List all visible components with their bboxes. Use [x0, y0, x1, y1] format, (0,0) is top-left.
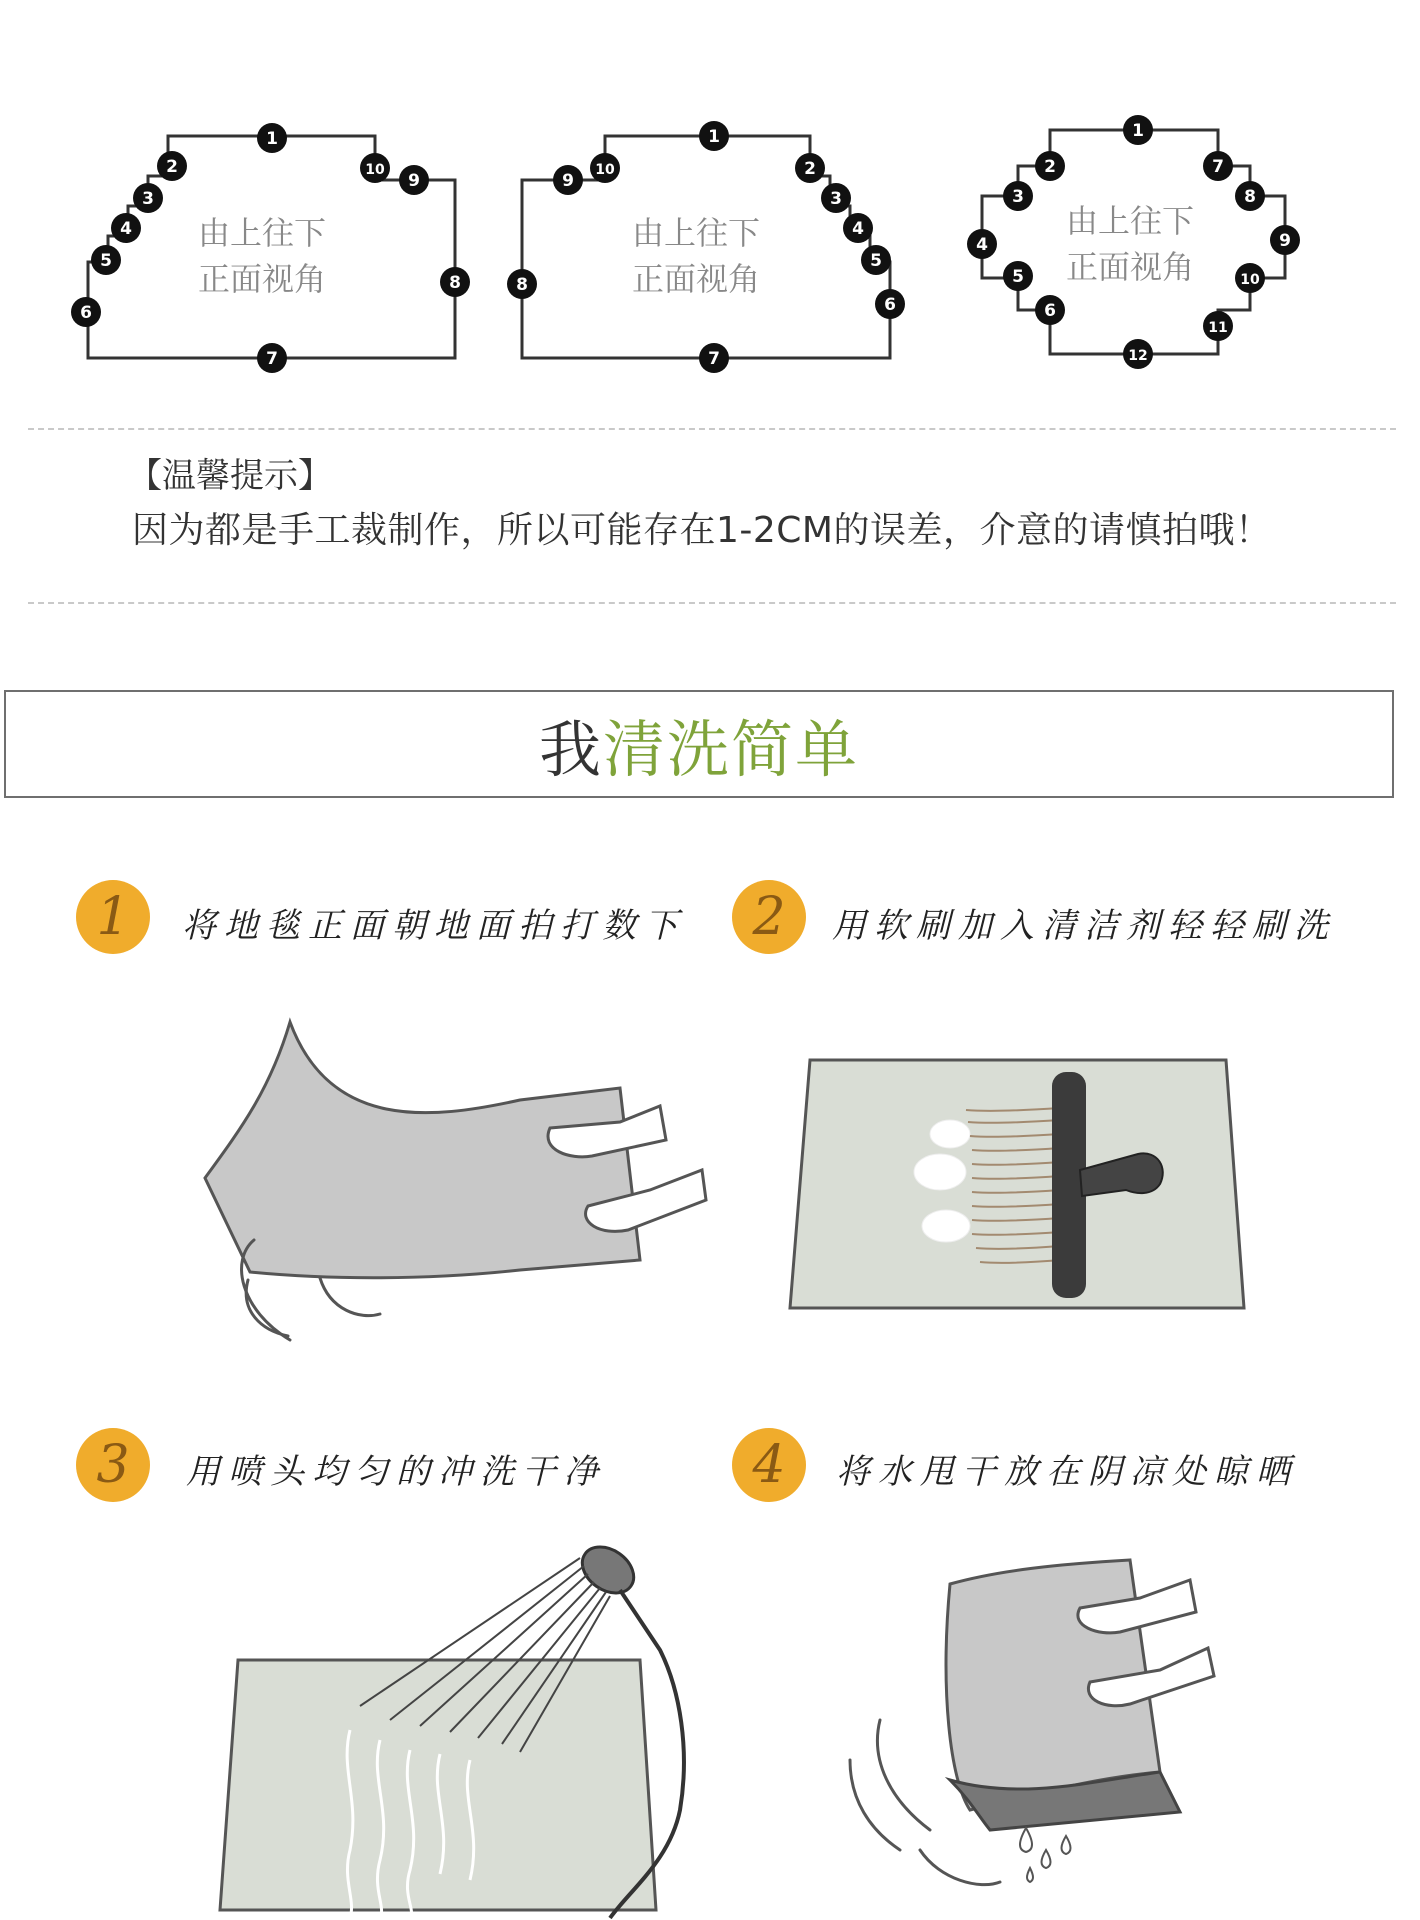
illustration-dry-rug	[830, 1550, 1270, 1910]
banner-highlight: 清洗简单	[603, 712, 860, 786]
diagram-2-marker-label: 9	[562, 171, 574, 191]
diagram-2-marker-label: 1	[708, 127, 720, 147]
diagram-3-marker-label: 7	[1212, 157, 1224, 177]
tip-title: 【温馨提示】	[128, 456, 332, 496]
rug-shape	[790, 1060, 1244, 1308]
step-4-number: 4	[752, 1435, 786, 1495]
diagram-1-marker-label: 1	[266, 129, 278, 149]
section-banner	[4, 690, 1394, 798]
illustration-shower-rinse	[210, 1530, 710, 1920]
diagram-3-marker-label: 3	[1012, 187, 1024, 207]
diagram-3-marker-label: 10	[1240, 272, 1260, 288]
diagram-2-marker-label: 4	[852, 219, 864, 239]
diagram-3-marker-label: 5	[1012, 267, 1024, 287]
diagram-2-marker-label: 8	[516, 275, 528, 295]
diagram-3-marker-label: 2	[1044, 157, 1056, 177]
diagram-1-label-line1: 由上往下	[198, 214, 327, 252]
diagram-3-label-line2: 正面视角	[1066, 248, 1195, 286]
step-2-badge	[732, 880, 806, 954]
diagram-3-marker-label: 9	[1279, 231, 1291, 251]
diagram-1-marker-label: 10	[365, 162, 385, 178]
diagram-2-marker-label: 3	[830, 189, 842, 209]
diagram-1-marker-label: 6	[80, 303, 92, 323]
step-3-number: 3	[96, 1435, 130, 1495]
step-1-text: 将地毯正面朝地面拍打数下	[182, 906, 686, 946]
diagram-1-marker-label: 7	[266, 349, 278, 369]
diagram-3-label	[1066, 198, 1194, 290]
diagram-1-label-line2: 正面视角	[198, 260, 327, 298]
diagram-2-label-line1: 由上往下	[632, 214, 761, 252]
diagram-3-marker-label: 1	[1132, 121, 1144, 141]
step-2-text: 用软刷加入清洁剂轻轻刷洗	[832, 906, 1336, 946]
diagram-1-marker-label: 3	[142, 189, 154, 209]
step-4-text: 将水甩干放在阴凉处晾晒	[836, 1452, 1298, 1492]
tip-text: 因为都是手工裁制作，所以可能存在1-2CM的误差，介意的请慎拍哦！	[132, 510, 1272, 551]
diagram-2-marker-label: 5	[870, 251, 882, 271]
divider-top	[28, 428, 1396, 430]
water-drops	[1020, 1828, 1071, 1882]
diagram-1-marker-label: 5	[100, 251, 112, 271]
diagram-2-marker-label: 6	[884, 295, 896, 315]
illustration-shake-rug	[190, 1010, 730, 1350]
diagram-3-marker-label: 8	[1244, 187, 1256, 207]
step-1-badge	[76, 880, 150, 954]
diagram-2-marker-label: 10	[595, 162, 615, 178]
step-4-badge	[732, 1428, 806, 1502]
banner-prefix: 我	[538, 712, 603, 786]
diagram-1-label	[198, 210, 326, 302]
diagram-3-marker-label: 11	[1208, 320, 1228, 336]
illustration-brush-rug	[780, 1050, 1260, 1320]
step-3-text: 用喷头均匀的冲洗干净	[186, 1452, 606, 1492]
diagram-1-marker-label: 9	[408, 171, 420, 191]
diagram-1-marker-label: 2	[166, 157, 178, 177]
diagram-2-marker-label: 2	[804, 159, 816, 179]
divider-bottom	[28, 602, 1396, 604]
diagram-2-marker-label: 7	[708, 349, 720, 369]
step-2-number: 2	[752, 887, 786, 947]
diagram-1-marker-label: 4	[120, 219, 132, 239]
diagram-2-label-line2: 正面视角	[632, 260, 761, 298]
diagram-2-label	[632, 210, 760, 302]
step-1-number: 1	[96, 887, 130, 947]
diagram-3-label-line1: 由上往下	[1066, 202, 1195, 240]
diagram-3-marker-label: 6	[1044, 301, 1056, 321]
diagram-1-marker-label: 8	[449, 273, 461, 293]
diagram-3-marker-label: 12	[1128, 348, 1148, 364]
diagram-3-marker-label: 4	[976, 235, 988, 255]
step-3-badge	[76, 1428, 150, 1502]
